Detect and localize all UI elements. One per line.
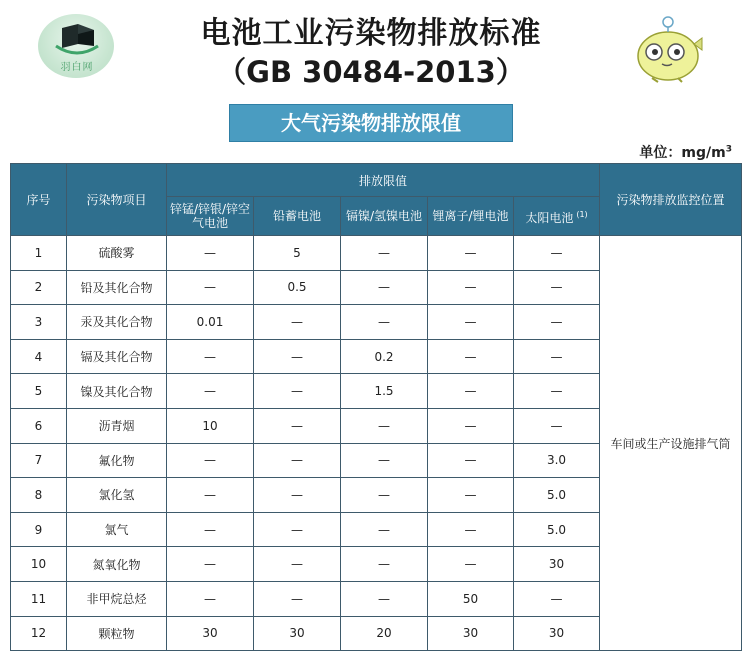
table-row (11, 236, 742, 271)
row-item: 氯气 (67, 512, 167, 547)
row-item: 镍及其化合物 (67, 374, 167, 409)
row-value: — (254, 581, 341, 616)
row-value: — (514, 305, 600, 340)
row-value: 30 (428, 616, 514, 651)
footnote-mark: (1) (576, 209, 588, 219)
row-value: 0.2 (341, 339, 428, 374)
row-value: — (341, 270, 428, 305)
row-seq: 10 (11, 547, 67, 582)
row-seq: 9 (11, 512, 67, 547)
row-value: — (428, 374, 514, 409)
row-value: — (514, 374, 600, 409)
row-value: — (167, 512, 254, 547)
row-seq: 2 (11, 270, 67, 305)
row-item: 氯化氢 (67, 478, 167, 513)
section-banner: 大气污染物排放限值 (229, 104, 513, 142)
row-value: 30 (254, 616, 341, 651)
row-item: 非甲烷总烃 (67, 581, 167, 616)
row-seq: 4 (11, 339, 67, 374)
row-value: — (167, 478, 254, 513)
row-value: 3.0 (514, 443, 600, 478)
row-value: — (167, 339, 254, 374)
row-value: — (341, 581, 428, 616)
row-value: 10 (167, 408, 254, 443)
table-body (11, 236, 742, 651)
row-value: — (167, 270, 254, 305)
row-value: — (254, 374, 341, 409)
row-value: 0.5 (254, 270, 341, 305)
unit-label (639, 142, 732, 162)
row-value: — (167, 581, 254, 616)
row-value: 5.0 (514, 478, 600, 513)
row-seq: 11 (11, 581, 67, 616)
subheader-solar (514, 197, 600, 236)
page-title: 电池工业污染物排放标准 (200, 16, 542, 51)
row-value: 50 (428, 581, 514, 616)
unit-sup: 3 (725, 144, 732, 155)
row-value: 0.01 (167, 305, 254, 340)
row-value: — (514, 581, 600, 616)
row-item: 铅及其化合物 (67, 270, 167, 305)
row-item: 颗粒物 (67, 616, 167, 651)
row-value: — (428, 547, 514, 582)
row-value: 30 (514, 547, 600, 582)
row-value: — (514, 339, 600, 374)
subheader-lead-acid: 铅蓄电池 (254, 197, 341, 236)
row-value: — (341, 408, 428, 443)
row-value: — (167, 547, 254, 582)
row-item: 镉及其化合物 (67, 339, 167, 374)
logo-text: 羽白网 (60, 62, 94, 73)
row-value: — (341, 305, 428, 340)
row-seq: 3 (11, 305, 67, 340)
row-seq: 8 (11, 478, 67, 513)
row-value: — (167, 236, 254, 271)
row-item: 汞及其化合物 (67, 305, 167, 340)
row-value: — (428, 443, 514, 478)
row-item: 氮氧化物 (67, 547, 167, 582)
subheader-lithium: 锂离子/锂电池 (428, 197, 514, 236)
row-value: — (428, 305, 514, 340)
row-value: — (341, 512, 428, 547)
row-value: — (254, 408, 341, 443)
emission-limits-table (10, 163, 742, 651)
row-value: — (254, 512, 341, 547)
row-seq: 12 (11, 616, 67, 651)
row-item: 沥青烟 (67, 408, 167, 443)
row-value: 5 (254, 236, 341, 271)
row-value: 30 (167, 616, 254, 651)
row-value: — (341, 443, 428, 478)
row-value: — (254, 305, 341, 340)
row-value: 30 (514, 616, 600, 651)
row-value: — (341, 478, 428, 513)
row-seq: 1 (11, 236, 67, 271)
header-seq: 序号 (11, 164, 67, 236)
subheader-nickel: 镉镍/氢镍电池 (341, 197, 428, 236)
row-item: 硫酸雾 (67, 236, 167, 271)
row-seq: 6 (11, 408, 67, 443)
row-seq: 5 (11, 374, 67, 409)
row-value: — (167, 374, 254, 409)
header-location: 污染物排放监控位置 (600, 164, 742, 236)
row-value: — (254, 443, 341, 478)
subheader-solar-label: 太阳电池 (525, 210, 574, 225)
row-value: — (514, 408, 600, 443)
unit-text: 单位：mg/m (639, 145, 726, 161)
row-value: — (428, 408, 514, 443)
row-value: — (428, 478, 514, 513)
header-limits: 排放限值 (167, 164, 600, 197)
row-value: — (254, 339, 341, 374)
row-value: — (254, 547, 341, 582)
row-value: — (514, 270, 600, 305)
row-value: 20 (341, 616, 428, 651)
page-subtitle: （GB 30484-2013） (217, 55, 525, 89)
header-item: 污染物项目 (67, 164, 167, 236)
row-value: 5.0 (514, 512, 600, 547)
row-item: 氟化物 (67, 443, 167, 478)
row-value: — (428, 270, 514, 305)
row-value: — (428, 236, 514, 271)
row-value: — (514, 236, 600, 271)
row-value: — (428, 512, 514, 547)
row-value: — (167, 443, 254, 478)
row-value: — (341, 236, 428, 271)
monitor-location: 车间或生产设施排气筒 (600, 236, 742, 651)
row-value: — (254, 478, 341, 513)
row-value: — (341, 547, 428, 582)
subheader-zinc: 锌锰/锌银/锌空气电池 (167, 197, 254, 236)
row-value: 1.5 (341, 374, 428, 409)
row-seq: 7 (11, 443, 67, 478)
row-value: — (428, 339, 514, 374)
